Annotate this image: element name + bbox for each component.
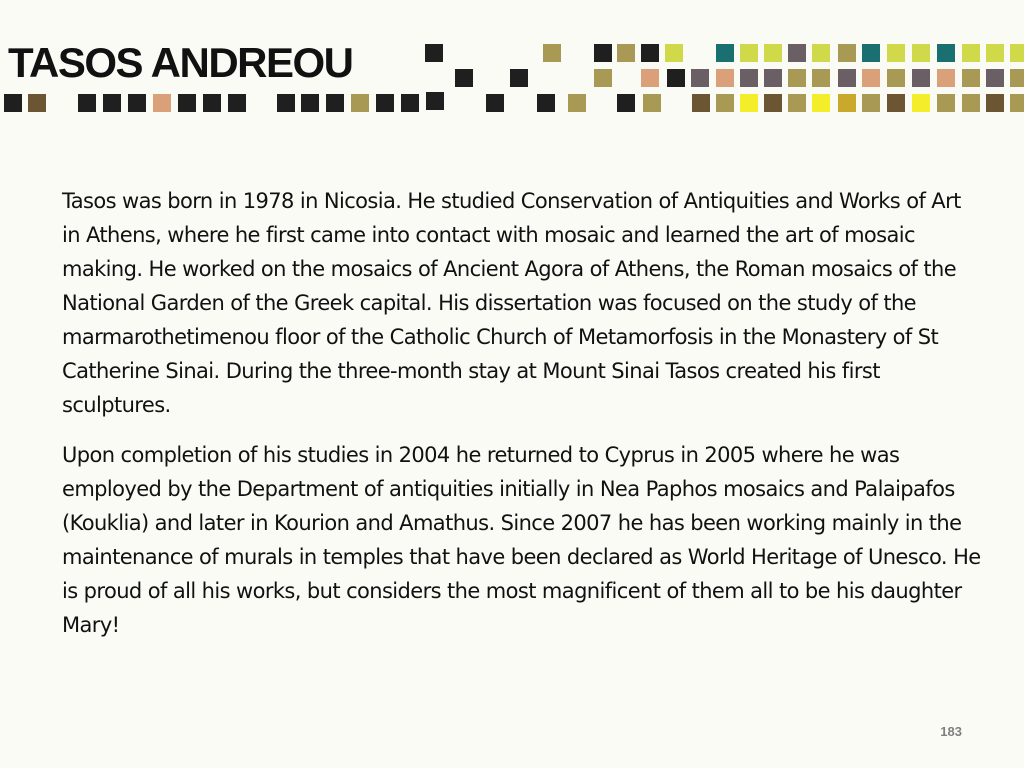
mosaic-tile [812, 69, 830, 87]
mosaic-tile [153, 94, 171, 112]
mosaic-tile [716, 44, 734, 62]
mosaic-tile [301, 94, 319, 112]
mosaic-tile [594, 44, 612, 62]
mosaic-tile [838, 94, 856, 112]
mosaic-tile [740, 69, 758, 87]
mosaic-tile [862, 94, 880, 112]
mosaic-tile [665, 44, 683, 62]
mosaic-tile [887, 44, 905, 62]
mosaic-tile [740, 94, 758, 112]
mosaic-tile [764, 69, 782, 87]
mosaic-tile [862, 69, 880, 87]
mosaic-tile [178, 94, 196, 112]
mosaic-tile [28, 94, 46, 112]
mosaic-tile [937, 69, 955, 87]
mosaic-tile [788, 44, 806, 62]
mosaic-tile [203, 94, 221, 112]
mosaic-tile [764, 44, 782, 62]
mosaic-tile [986, 94, 1004, 112]
mosaic-tile [788, 94, 806, 112]
mosaic-tile [643, 94, 661, 112]
mosaic-tile [838, 69, 856, 87]
mosaic-tile [667, 69, 685, 87]
mosaic-tile [887, 94, 905, 112]
mosaic-tile [455, 69, 473, 87]
mosaic-tile [486, 94, 504, 112]
mosaic-tile [617, 44, 635, 62]
mosaic-tile [326, 94, 344, 112]
page-number: 183 [940, 724, 962, 739]
mosaic-tile [962, 94, 980, 112]
mosaic-tile [228, 94, 246, 112]
mosaic-tile [537, 94, 555, 112]
mosaic-tile [691, 69, 709, 87]
mosaic-tile [812, 44, 830, 62]
mosaic-tile [986, 44, 1004, 62]
mosaic-tile [838, 44, 856, 62]
mosaic-tile [594, 69, 612, 87]
mosaic-tile [1010, 94, 1024, 112]
mosaic-tile [692, 94, 710, 112]
mosaic-tile [862, 44, 880, 62]
mosaic-tile [740, 44, 758, 62]
mosaic-tile [937, 94, 955, 112]
mosaic-tile [425, 44, 443, 62]
slide-body [62, 184, 982, 658]
mosaic-tile [937, 44, 955, 62]
mosaic-tile [764, 94, 782, 112]
slide-title: TASOS ANDREOU [8, 39, 353, 86]
mosaic-tile [912, 69, 930, 87]
mosaic-tile [716, 69, 734, 87]
mosaic-tile [78, 94, 96, 112]
mosaic-tile [986, 69, 1004, 87]
mosaic-tile [376, 94, 394, 112]
mosaic-tile [912, 44, 930, 62]
mosaic-tile [716, 94, 734, 112]
mosaic-tile [568, 94, 586, 112]
body-paragraph: Tasos was born in 1978 in Nicosia. He studied Conservation of Antiquities and Works of Art in Athens, where he first came into contact with mosaic and learned the art of mosaic making. He worked on the mosaics of Ancient Agora of Athens, the Roman mosaics of the National Garden of the Greek capital. His dissertation was focused on the study of the marmarothetimenou floor of the Catholic Church of Metamorfosis in the Monastery of St Catherine Sinai. During the three-month stay at Mount Sinai Tasos created his first sculptures. [62, 189, 961, 417]
body-paragraph: Upon completion of his studies in 2004 he returned to Cyprus in 2005 where he was employed by the Department of antiquities initially in Nea Paphos mosaics and Palaipafos (Kouklia) and later in Kourion and Amathus. Since 2007 he has been working mainly in the maintenance of murals in temples that have been declared as World Heritage of Unesco. He is proud of all his works, but considers the most magnificent of them all to be his daughter Mary! [62, 443, 981, 637]
mosaic-tile [401, 94, 419, 112]
mosaic-tile [543, 44, 561, 62]
mosaic-tile [912, 94, 930, 112]
mosaic-tile [887, 69, 905, 87]
mosaic-tile [617, 94, 635, 112]
mosaic-tile [962, 69, 980, 87]
mosaic-tile [351, 94, 369, 112]
mosaic-tile [788, 69, 806, 87]
mosaic-tile [426, 92, 444, 110]
mosaic-tile [277, 94, 295, 112]
mosaic-tile [103, 94, 121, 112]
mosaic-tile [510, 69, 528, 87]
mosaic-tile [1010, 44, 1024, 62]
mosaic-tile [812, 94, 830, 112]
mosaic-tile [1010, 69, 1024, 87]
mosaic-tile [4, 94, 22, 112]
mosaic-tile [128, 94, 146, 112]
mosaic-tile [641, 44, 659, 62]
mosaic-tile [641, 69, 659, 87]
mosaic-tile [962, 44, 980, 62]
